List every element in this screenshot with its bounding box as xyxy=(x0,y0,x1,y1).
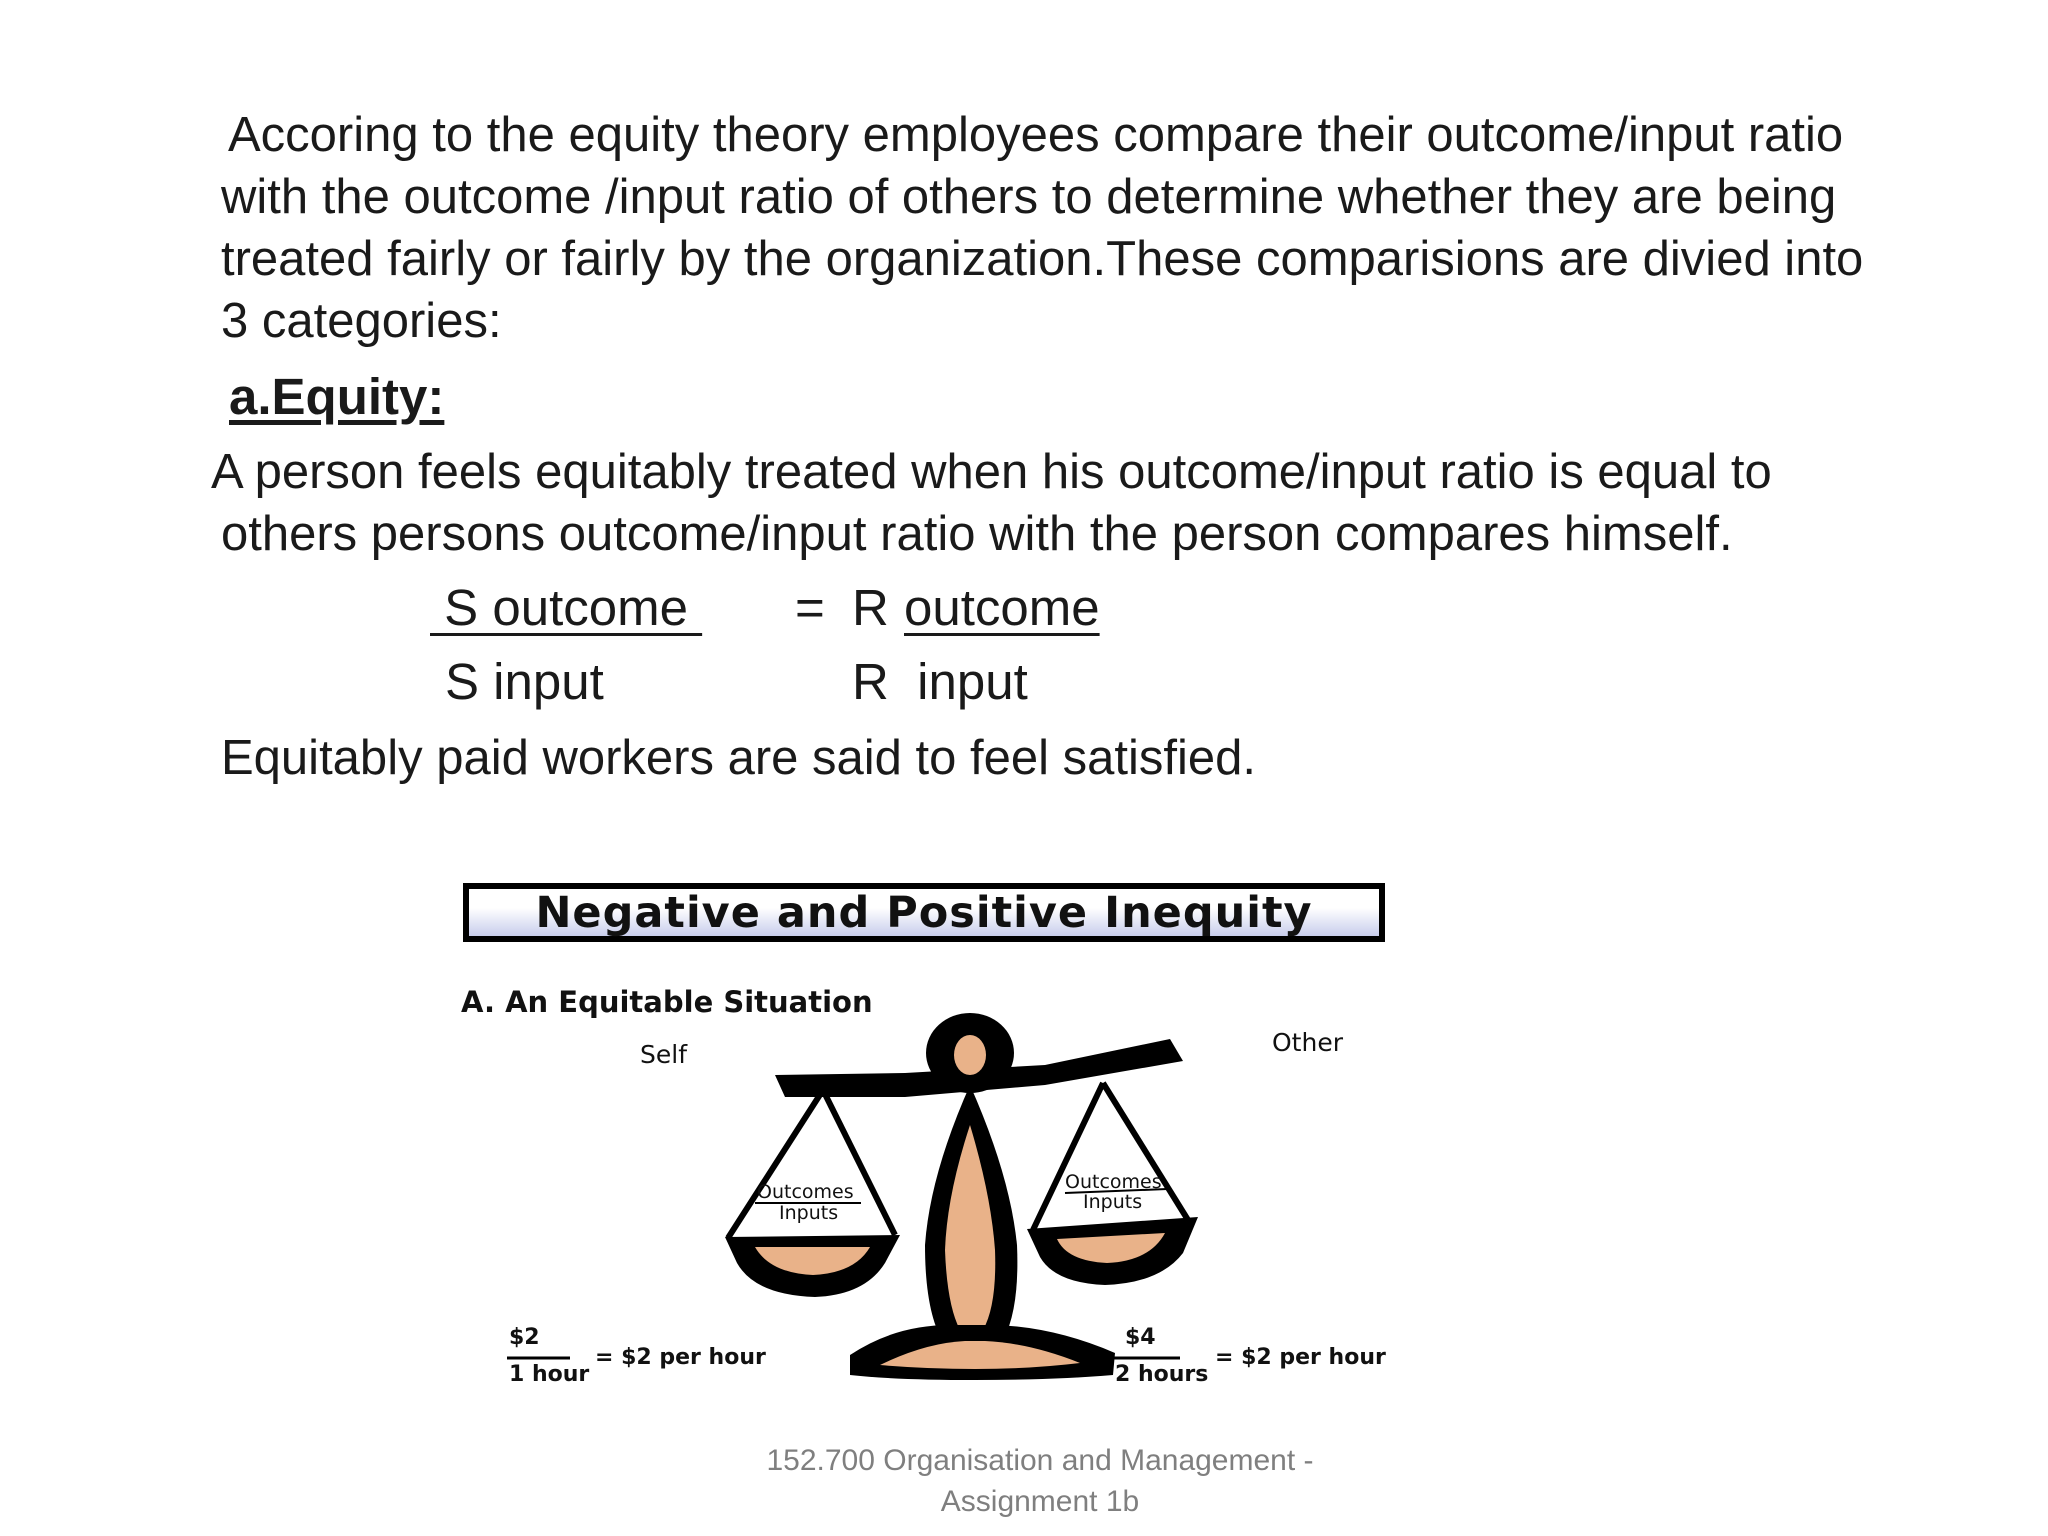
balance-scale-icon xyxy=(455,875,1435,1410)
right-pan-outcomes: Outcomes xyxy=(1065,1171,1162,1193)
equation-r-prefix: R xyxy=(852,579,889,636)
other-ratio-result: = $2 per hour xyxy=(1215,1345,1386,1370)
intro-line-2: with the outcome /input ratio of others to determine whether they are being xyxy=(221,170,1837,224)
left-pan-inputs: Inputs xyxy=(779,1202,839,1224)
other-label: Other xyxy=(1272,1028,1343,1057)
right-pan-inputs: Inputs xyxy=(1083,1191,1143,1213)
equation-s-input: S input xyxy=(445,653,604,710)
self-label: Self xyxy=(640,1040,687,1069)
definition-line-2: others persons outcome/input ratio with the person compares himself. xyxy=(221,507,1733,561)
footer xyxy=(640,1440,1440,1522)
equation-s-outcome: S outcome xyxy=(430,579,703,636)
self-ratio-numerator: $2 xyxy=(509,1325,540,1350)
intro-line-3: treated fairly or fairly by the organization.These comparisions are divied into xyxy=(221,232,1864,286)
definition-line-1: A person feels equitably treated when his outcome/input ratio is equal to xyxy=(211,445,1772,499)
equity-scale-figure xyxy=(455,875,1435,1410)
self-ratio-denominator: 1 hour xyxy=(509,1362,590,1387)
equation-r-outcome: outcome xyxy=(904,579,1100,636)
other-ratio-numerator: $4 xyxy=(1125,1325,1156,1350)
equation-equals: = xyxy=(795,579,825,636)
conclusion-text: Equitably paid workers are said to feel satisfied. xyxy=(221,731,1256,785)
equity-heading: a.Equity: xyxy=(229,368,445,425)
figure-subtitle: A. An Equitable Situation xyxy=(461,985,873,1019)
figure-title: Negative and Positive Inequity xyxy=(535,887,1313,938)
footer-line-2: Assignment 1b xyxy=(940,1485,1140,1518)
footer-line-1: 152.700 Organisation and Management - xyxy=(766,1444,1314,1477)
intro-line-4: 3 categories: xyxy=(221,294,502,348)
intro-line-1: Accoring to the equity theory employees compare their outcome/input ratio xyxy=(228,108,1844,162)
left-pan-outcomes: Outcomes xyxy=(757,1181,854,1203)
equation-r-input: R input xyxy=(852,653,1028,710)
other-ratio-denominator: 2 hours xyxy=(1115,1362,1209,1387)
self-ratio-result: = $2 per hour xyxy=(595,1345,766,1370)
